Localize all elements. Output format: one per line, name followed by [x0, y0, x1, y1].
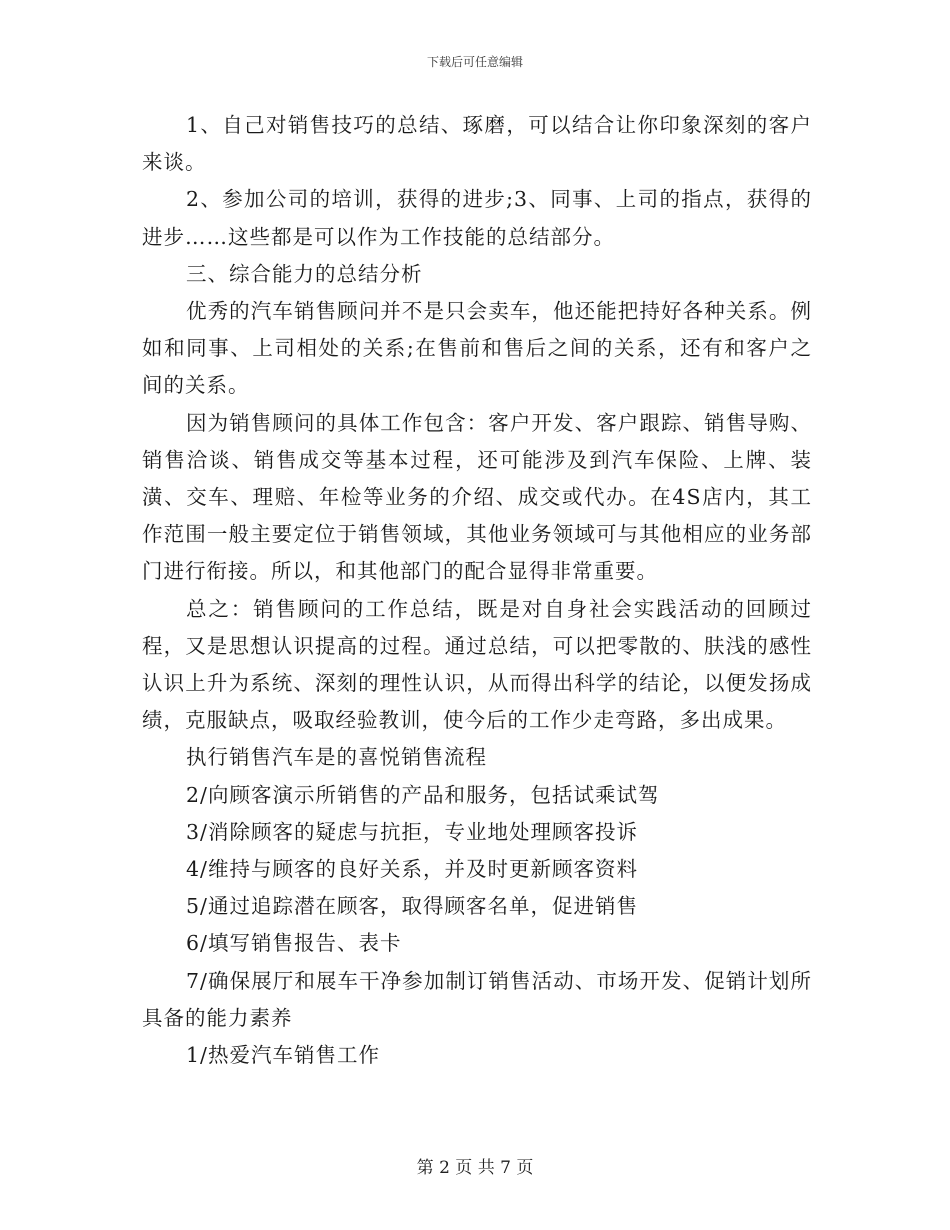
paragraph: 总之：销售顾问的工作总结，既是对自身社会实践活动的回顾过程，又是思想认识提高的过程。通过总结，可以把零散的、肤浅的感性认识上升为系统、深刻的理性认识，从而得出科学的结论，以便发扬成绩，克服缺点，吸取经验教训，使今后的工作少走弯路，多出成果。 [142, 596, 812, 733]
list-item: 5/通过追踪潜在顾客，取得顾客名单，促进销售 [186, 894, 638, 919]
page-header-note: 下载后可任意编辑 [426, 55, 523, 69]
list-item: 6/填写销售报告、表卡 [186, 931, 402, 956]
list-item: 7/确保展厅和展车干净参加制订销售活动、市场开发、促销计划所具备的能力素养 [142, 968, 812, 1030]
list-item: 4/维持与顾客的良好关系，并及时更新顾客资料 [186, 857, 638, 882]
list-item: 1/热爱汽车销售工作 [186, 1043, 380, 1068]
list-heading: 执行销售汽车是的喜悦销售流程 [186, 745, 487, 770]
paragraph: 2、参加公司的培训，获得的进步;3、同事、上司的指点，获得的进步……这些都是可以作为工作技能的总结部分。 [142, 187, 812, 249]
list-item: 2/向顾客演示所销售的产品和服务，包括试乘试驾 [186, 782, 660, 807]
document-body [142, 107, 812, 1074]
list-item: 3/消除顾客的疑虑与抗拒，专业地处理顾客投诉 [186, 819, 638, 844]
paragraph: 1、自己对销售技巧的总结、琢磨，可以结合让你印象深刻的客户来谈。 [142, 113, 812, 175]
paragraph: 优秀的汽车销售顾问并不是只会卖车，他还能把持好各种关系。例如和同事、上司相处的关系;在售前和售后之间的关系，还有和客户之间的关系。 [142, 299, 812, 398]
page-number: 第 2 页 共 7 页 [416, 1158, 534, 1178]
section-heading: 三、综合能力的总结分析 [186, 261, 423, 286]
paragraph: 因为销售顾问的具体工作包含：客户开发、客户跟踪、销售导购、销售洽谈、销售成交等基本过程，还可能涉及到汽车保险、上牌、装潢、交车、理赔、年检等业务的介绍、成交或代办。在4S店内，其工作范围一般主要定位于销售领域，其他业务领域可与其他相应的业务部门进行衔接。所以，和其他部门的配合显得非常重要。 [142, 410, 812, 584]
